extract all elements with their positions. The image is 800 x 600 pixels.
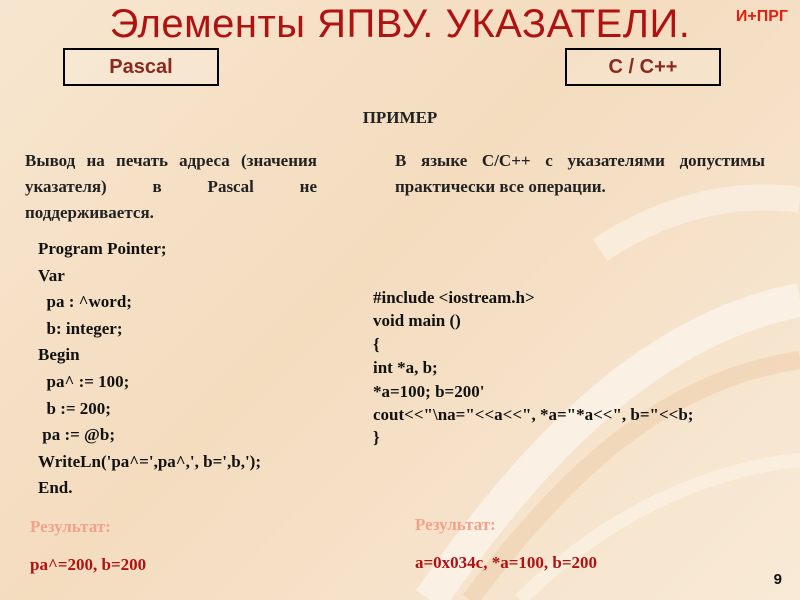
code-line: WriteLn('pa^=',pa^,', b=',b,'); (38, 451, 262, 471)
code-line: pa : ^word; (38, 292, 132, 312)
page-number: 9 (773, 571, 782, 588)
code-line: void main () (373, 311, 461, 331)
code-line: pa^ := 100; (38, 371, 130, 391)
example-heading: ПРИМЕР (362, 108, 438, 127)
slide-title: Элементы ЯПВУ. УКАЗАТЕЛИ. (109, 2, 691, 46)
pascal-result-value: pa^=200, b=200 (30, 555, 147, 574)
cpp-description: В языке С/С++ с указателями допустимы практически все операции. (395, 151, 765, 196)
pascal-result-label: Результат: (30, 517, 111, 536)
code-line: b: integer; (38, 318, 123, 338)
pascal-code-block (38, 236, 261, 502)
code-line: #include <iostream.h> (373, 288, 535, 307)
code-line: b := 200; (38, 398, 111, 418)
code-line: *a=100; b=200' (373, 381, 485, 401)
cpp-code-block (373, 286, 693, 450)
code-line: { (373, 334, 380, 354)
code-line: } (373, 428, 380, 448)
corner-label: И+ПРГ (735, 8, 788, 25)
cpp-result-value: a=0x034c, *a=100, b=200 (415, 553, 598, 572)
code-line: Program Pointer; (38, 239, 167, 258)
code-line: int *a, b; (373, 358, 438, 378)
cpp-header-box: C / C++ (565, 48, 721, 86)
pascal-description: Вывод на печать адреса (значения указателя) в Pascal не поддерживается. (25, 151, 317, 222)
code-line: cout<<"\na="<<a<<", *a="*a<<", b="<<b; (373, 405, 694, 425)
code-line: Var (38, 265, 65, 285)
code-line: pa := @b; (38, 425, 115, 445)
cpp-result-label: Результат: (415, 515, 496, 534)
code-line: Begin (38, 345, 80, 365)
code-line: End. (38, 478, 73, 498)
pascal-header-box: Pascal (63, 48, 219, 86)
